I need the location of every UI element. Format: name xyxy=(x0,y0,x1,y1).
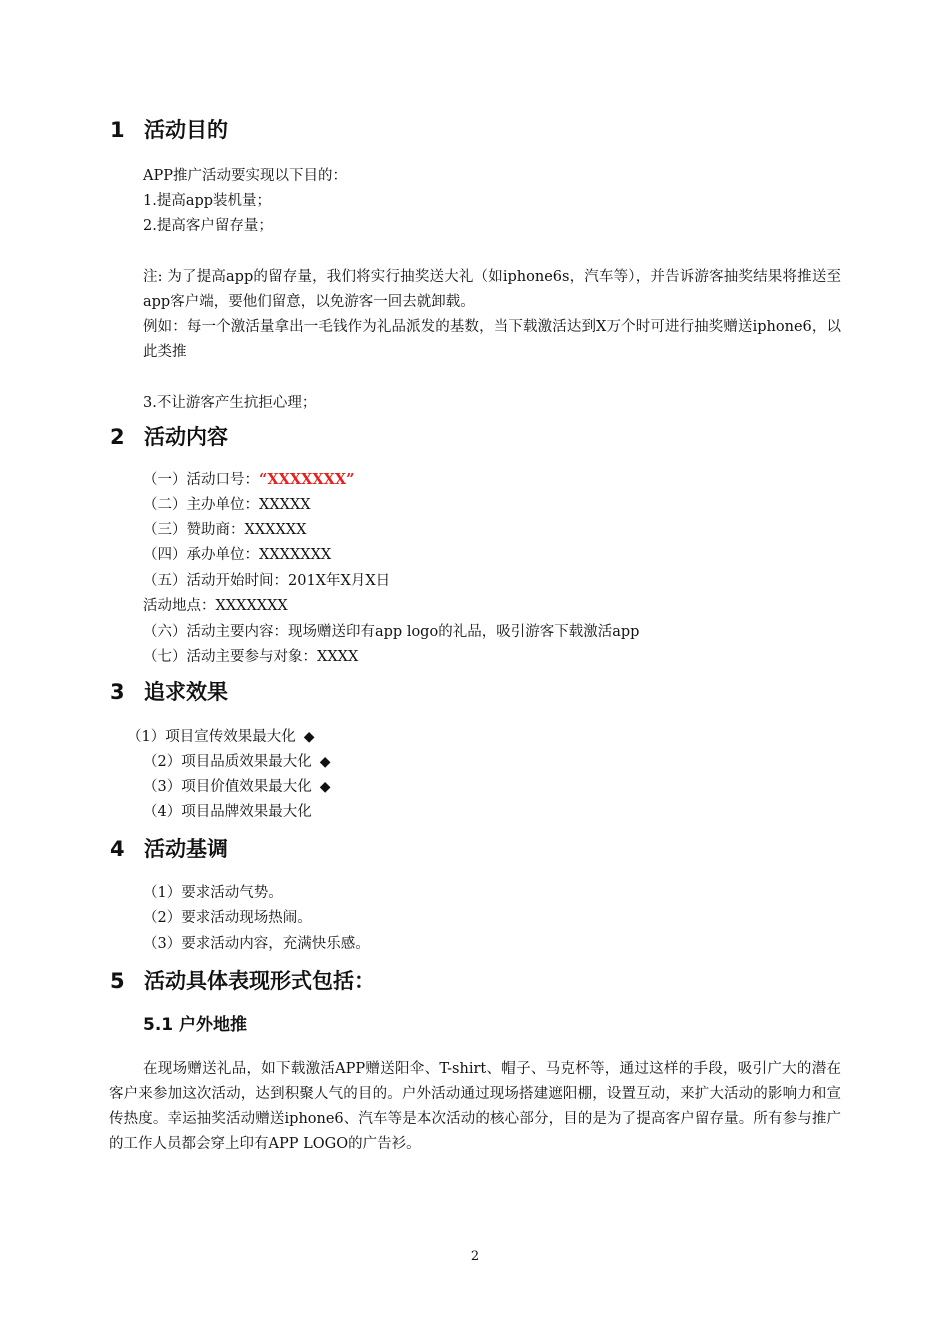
content-line-participants: （七）活动主要参与对象：XXXX xyxy=(143,649,359,665)
diamond-bullet-icon: ◆ xyxy=(303,729,315,745)
tone-item-2: （2）要求活动现场热闹。 xyxy=(143,910,312,926)
effect-item-2 xyxy=(143,752,331,772)
purpose-item-2: 2.提高客户留存量； xyxy=(143,218,273,234)
section-title: 活动内容 xyxy=(144,425,228,449)
content-line-main-content: （六）活动主要内容：现场赠送印有app logo的礼品，吸引游客下载激活app xyxy=(143,624,640,640)
effect-label: （1）项目宣传效果最大化 xyxy=(127,729,296,745)
purpose-note: 注: 为了提高app的留存量，我们将实行抽奖送大礼（如iphone6s，汽车等），并告诉游客抽奖结果将推送至app客户端，要他们留意，以免游客一回去就卸载。 xyxy=(143,269,841,310)
section-number: 5 xyxy=(110,969,125,993)
tone-item-3: （3）要求活动内容，充满快乐感。 xyxy=(143,936,370,952)
section-4-heading xyxy=(110,835,228,863)
purpose-item-1: 1.提高app装机量； xyxy=(143,193,272,209)
purpose-item-3: 3.不让游客产生抗拒心理； xyxy=(143,395,317,411)
content-line-start-time: （五）活动开始时间：201X年X月X日 xyxy=(143,573,391,589)
section-title: 活动基调 xyxy=(144,837,228,861)
section-title: 活动具体表现形式包括： xyxy=(144,969,375,993)
content-line-location: 活动地点：XXXXXXX xyxy=(143,598,288,614)
outdoor-promotion-paragraph: 在现场赠送礼品，如下载激活APP赠送阳伞、T-shirt、帽子、马克杯等，通过这样的手段，吸引广大的潜在客户来参加这次活动，达到积聚人气的目的。户外活动通过现场搭建遮阳棚，设置互动，来扩大活动的影响力和宣传热度。幸运抽奖活动赠送iphone6、汽车等是本次活动的核心部分，目的是为了提高客户留存量。所有参与推广的工作人员都会穿上印有APP LOGO的广告衫。 xyxy=(109,1061,841,1152)
section-5-heading xyxy=(110,967,375,995)
subsection-5-1-heading: 5.1 户外地推 xyxy=(143,1015,248,1035)
diamond-bullet-icon: ◆ xyxy=(319,779,331,795)
section-number: 1 xyxy=(110,118,125,142)
section-number: 4 xyxy=(110,837,125,861)
page-number: 2 xyxy=(470,1249,480,1264)
slogan-value: “XXXXXXX” xyxy=(259,471,355,488)
section-number: 2 xyxy=(110,425,125,449)
effect-label: （3）项目价值效果最大化 xyxy=(143,779,312,795)
section-number: 3 xyxy=(110,680,125,704)
effect-label: （2）项目品质效果最大化 xyxy=(143,754,312,770)
tone-item-1: （1）要求活动气势。 xyxy=(143,885,283,901)
slogan-line xyxy=(143,470,354,490)
content-line-organizer: （二）主办单位：XXXXX xyxy=(143,497,311,513)
content-line-sponsor: （三）赞助商：XXXXXX xyxy=(143,522,307,538)
purpose-example: 例如：每一个激活量拿出一毛钱作为礼品派发的基数，当下载激活达到X万个时可进行抽奖赠送iphone6，以此类推 xyxy=(143,319,841,360)
section-1-heading xyxy=(110,116,228,144)
content-line-undertaker: （四）承办单位：XXXXXXX xyxy=(143,547,332,563)
section-2-heading xyxy=(110,423,228,451)
diamond-bullet-icon: ◆ xyxy=(319,754,331,770)
section-title: 追求效果 xyxy=(144,680,228,704)
section-title: 活动目的 xyxy=(144,118,228,142)
effect-item-3 xyxy=(143,777,331,797)
effect-item-4: （4）项目品牌效果最大化 xyxy=(143,804,312,820)
purpose-intro: APP推广活动要实现以下目的： xyxy=(143,168,347,184)
section-3-heading xyxy=(110,678,228,706)
effect-item-1 xyxy=(127,727,315,747)
slogan-label: （一）活动口号： xyxy=(143,472,259,488)
